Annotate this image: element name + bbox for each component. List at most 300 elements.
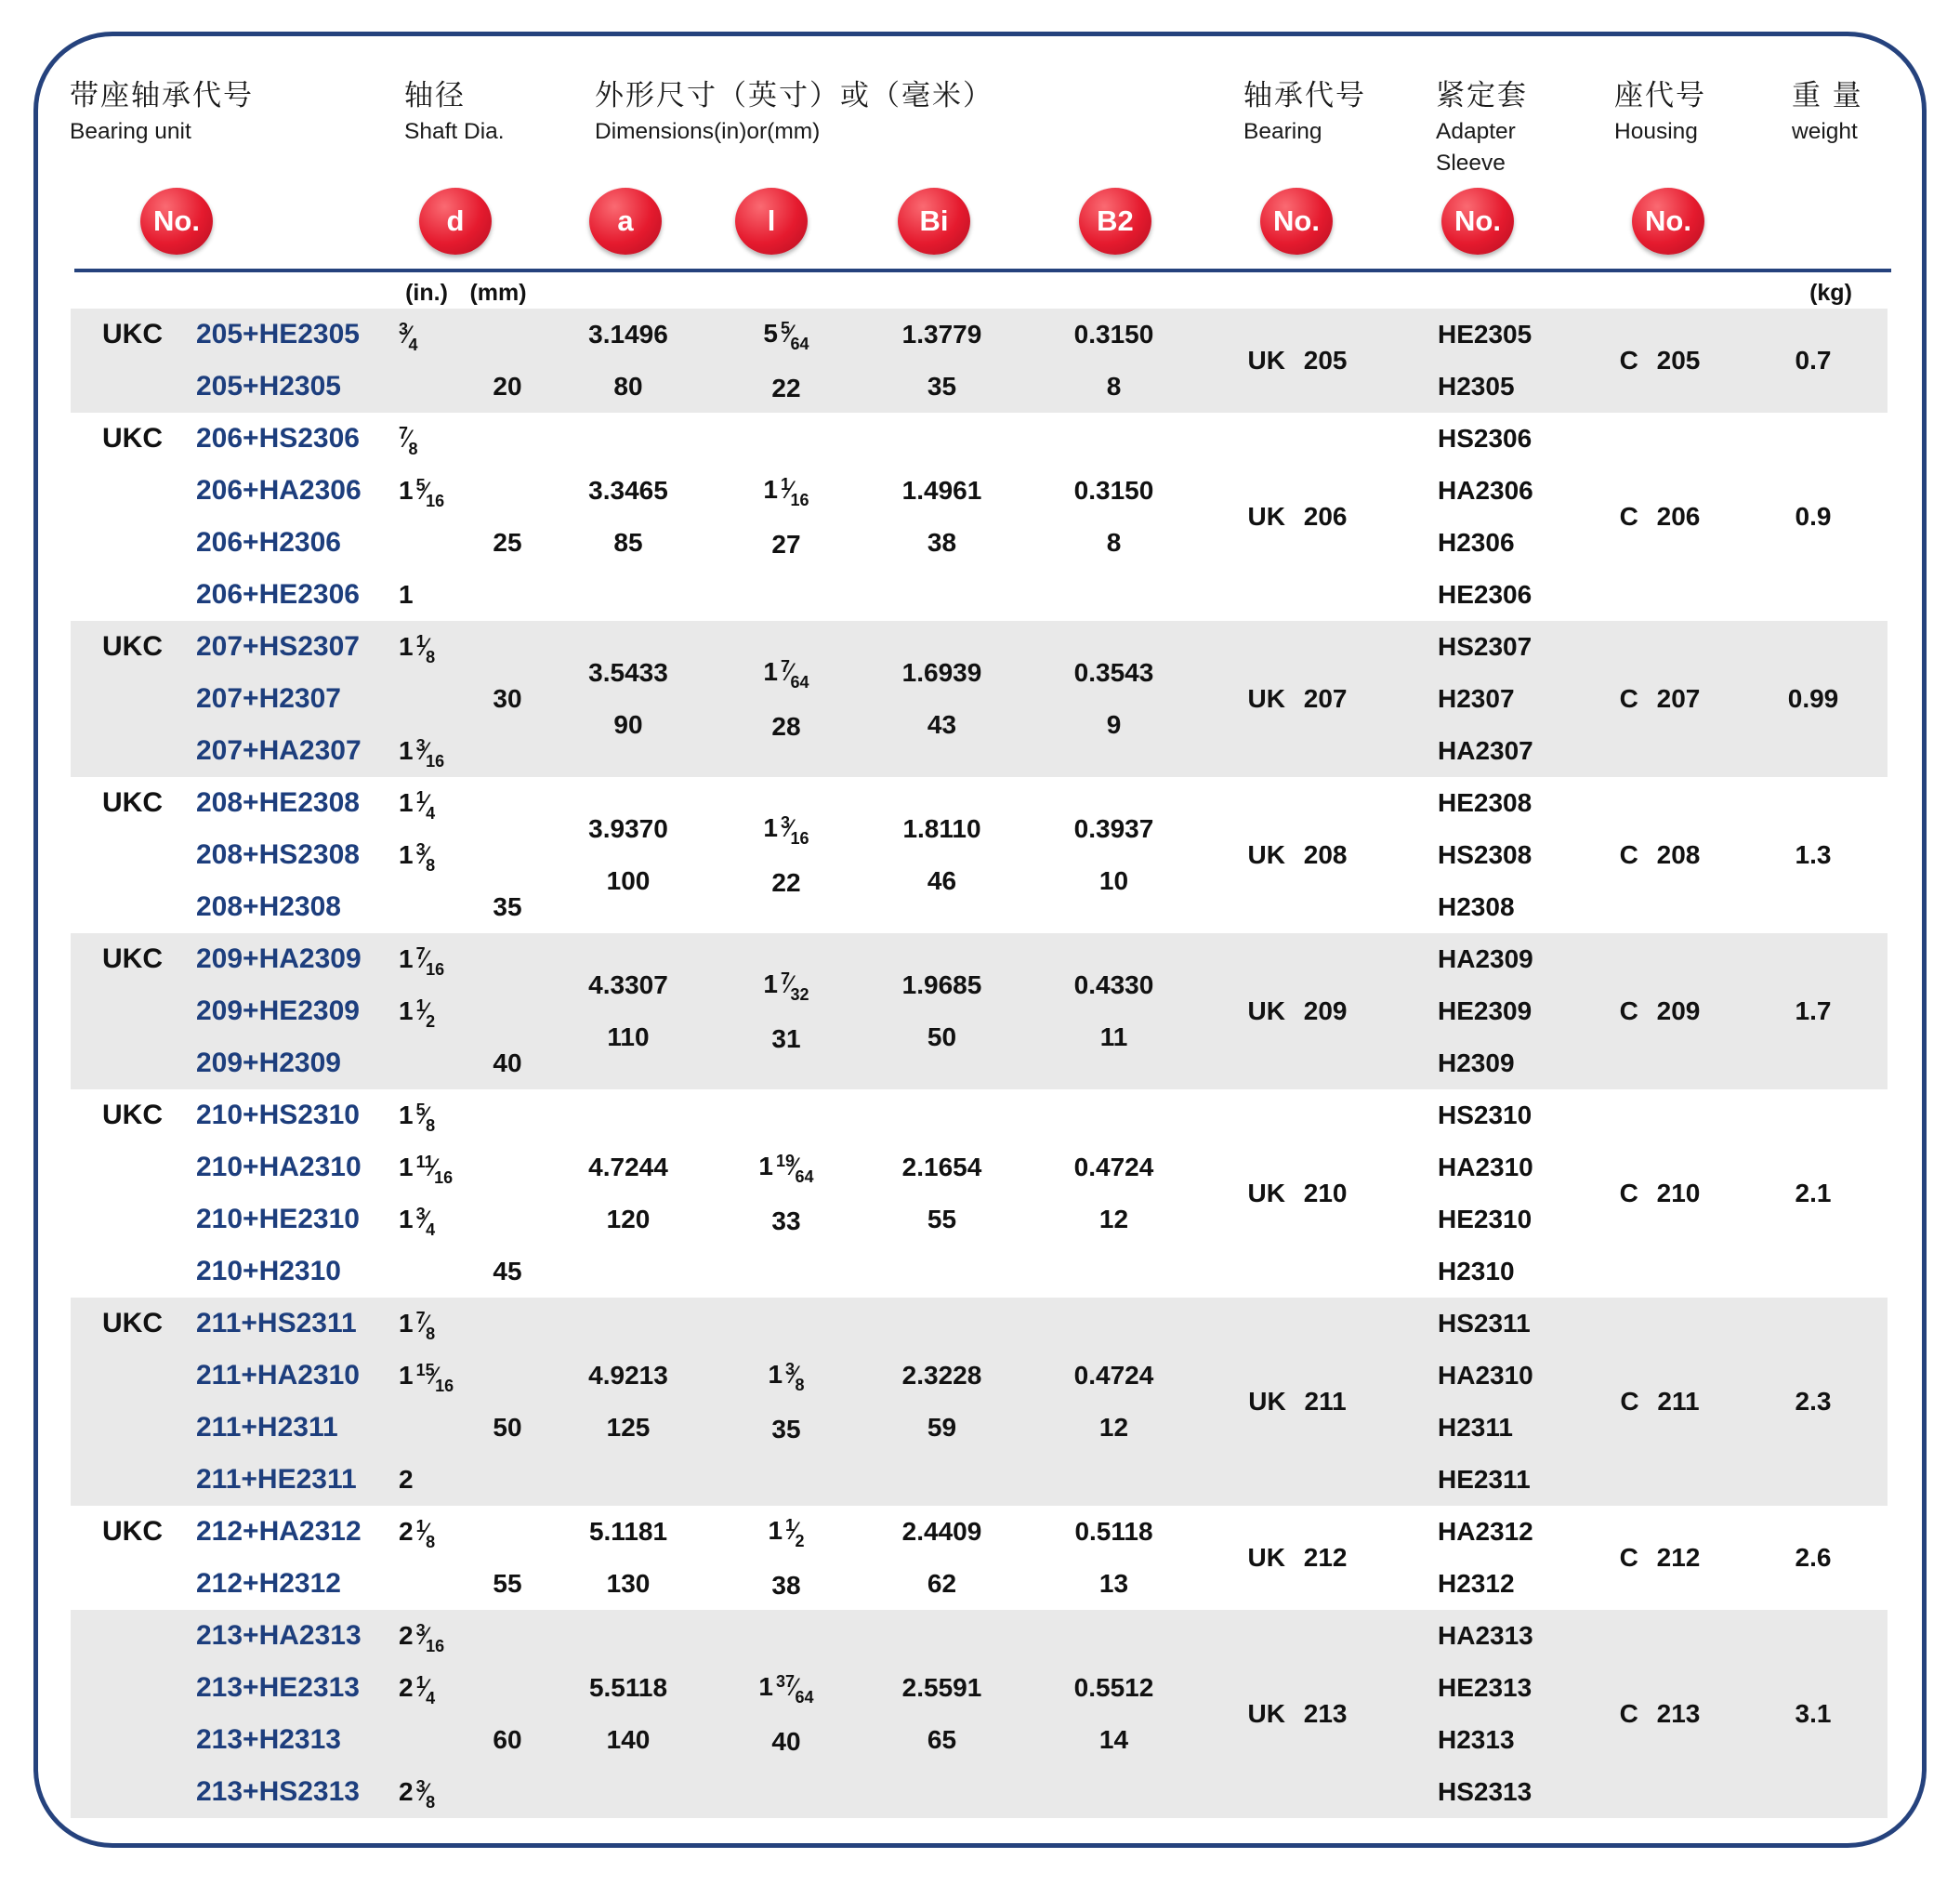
dim-l-mm: 35 <box>771 1414 801 1443</box>
dim-b2-in: 0.3937 <box>1073 814 1154 843</box>
adapter-sleeve-no: H2311 <box>1438 1413 1513 1442</box>
shaft-dia-in: 1 $^5⁄_8$ <box>399 1101 436 1135</box>
bearing-no: UK 213 <box>1247 1699 1348 1728</box>
shaft-dia-mm <box>475 569 540 621</box>
shaft-dia-mm <box>475 1089 540 1141</box>
weight-value: 3.1 <box>1795 1699 1832 1728</box>
bearing-no: UK 208 <box>1247 840 1348 869</box>
dim-bi-mm: 55 <box>927 1205 957 1233</box>
part-number: 205+HE2305 <box>196 319 360 349</box>
header-weight-zh: 重 量 <box>1792 79 1863 112</box>
dim-bi <box>856 309 1028 413</box>
dim-l <box>717 413 856 621</box>
header-dimensions-en: Dimensions(in)or(mm) <box>595 119 821 144</box>
header-housing-en: Housing <box>1614 119 1698 144</box>
series-prefix: UKC <box>102 1100 163 1130</box>
dim-b2-in: 0.5512 <box>1073 1673 1154 1702</box>
weight-value: 0.9 <box>1795 502 1832 531</box>
header-weight-en: weight <box>1792 119 1858 144</box>
part-number: 207+H2307 <box>196 683 341 714</box>
bearing-no: UK 211 <box>1248 1387 1347 1416</box>
adapter-sleeve-no: HA2310 <box>1438 1153 1533 1181</box>
bearing-group <box>71 777 1888 933</box>
part-number: 211+HA2310 <box>196 1360 360 1391</box>
adapter-sleeve-no: H2309 <box>1438 1048 1515 1077</box>
part-number: 208+HE2308 <box>196 787 360 818</box>
dim-bi-mm: 43 <box>927 710 957 739</box>
part-number: 212+H2312 <box>196 1568 341 1599</box>
dim-b2-in: 0.3543 <box>1073 658 1154 687</box>
housing-no: C 208 <box>1619 840 1701 869</box>
dim-l-mm: 22 <box>771 867 801 897</box>
dim-bi-mm: 46 <box>927 866 957 895</box>
shaft-dia-in: 1 $^7⁄_8$ <box>399 1309 436 1343</box>
housing-no: C 207 <box>1619 684 1701 713</box>
spec-table <box>71 309 1888 1818</box>
part-number: 210+H2310 <box>196 1256 341 1286</box>
dim-a-in: 3.9370 <box>588 814 668 843</box>
dim-b2 <box>1028 413 1200 621</box>
shaft-dia-mm: 60 <box>493 1725 522 1754</box>
part-number: 207+HA2307 <box>196 735 362 766</box>
header-bearing-unit <box>70 77 254 146</box>
series-prefix: UKC <box>102 319 163 349</box>
dim-l <box>717 1610 856 1818</box>
dim-a <box>540 309 717 413</box>
adapter-sleeve-no: HS2308 <box>1438 840 1532 869</box>
header-adapter-sleeve-zh: 紧定套 <box>1436 79 1528 112</box>
adapter-sleeve-no: HA2310 <box>1438 1361 1533 1390</box>
dim-bi-mm: 35 <box>927 372 957 401</box>
dim-a-mm: 80 <box>613 372 643 401</box>
shaft-dia-in: 1 <box>399 580 414 609</box>
bearing-no: UK 212 <box>1247 1543 1348 1572</box>
dim-b2-in: 0.3150 <box>1073 320 1154 349</box>
shaft-dia-in: 2 $^3⁄_{16}$ <box>399 1621 445 1655</box>
header-bearing-unit-zh: 带座轴承代号 <box>70 79 254 112</box>
dim-b2-mm: 8 <box>1106 528 1122 557</box>
shaft-dia-in: 1 $^1⁄_4$ <box>399 788 436 823</box>
dim-bi-mm: 59 <box>927 1413 957 1442</box>
badge-adapter-no: No. <box>1441 188 1514 255</box>
shaft-dia-mm: 50 <box>493 1413 522 1442</box>
shaft-dia-mm <box>475 621 540 673</box>
dim-l <box>717 777 856 933</box>
dim-l-mm: 31 <box>771 1023 801 1053</box>
dim-a-in: 3.1496 <box>588 320 668 349</box>
shaft-dia-mm <box>475 1662 540 1714</box>
dim-a <box>540 1298 717 1506</box>
series-prefix: UKC <box>102 423 163 454</box>
dim-bi <box>856 1506 1028 1610</box>
catalog-card <box>33 32 1927 1848</box>
dim-a-mm: 140 <box>606 1725 651 1754</box>
badge-d: d <box>419 188 492 255</box>
dim-b2 <box>1028 309 1200 413</box>
part-number: 205+H2305 <box>196 371 341 402</box>
shaft-dia-mm <box>475 1610 540 1662</box>
bearing-group <box>71 1506 1888 1610</box>
dim-l-in: 1 $^{37}⁄_{64}$ <box>758 1671 814 1707</box>
dim-bi <box>856 1089 1028 1298</box>
dim-a-mm: 130 <box>606 1569 651 1598</box>
shaft-dia-mm <box>475 413 540 465</box>
bearing-no: UK 206 <box>1247 502 1348 531</box>
adapter-sleeve-no: HA2306 <box>1438 476 1533 505</box>
dim-bi-mm: 38 <box>927 528 957 557</box>
dim-bi <box>856 1610 1028 1818</box>
part-number: 208+H2308 <box>196 891 341 922</box>
dim-b2-mm: 14 <box>1098 1725 1129 1754</box>
dim-a <box>540 1610 717 1818</box>
badge-l: l <box>735 188 808 255</box>
shaft-dia-in: $^7⁄_8$ <box>399 424 418 458</box>
shaft-dia-in <box>391 1246 475 1298</box>
dim-l-in: 1 $^{19}⁄_{64}$ <box>758 1151 814 1186</box>
weight-value: 0.7 <box>1795 346 1832 375</box>
dim-l <box>717 621 856 777</box>
shaft-dia-in <box>391 1402 475 1454</box>
dim-b2-in: 0.3150 <box>1073 476 1154 505</box>
header-divider <box>74 269 1891 272</box>
dim-l <box>717 309 856 413</box>
part-number: 206+H2306 <box>196 527 341 558</box>
dim-bi-in: 2.5591 <box>901 1673 982 1702</box>
header-shaft-dia <box>404 77 505 146</box>
part-number: 213+HE2313 <box>196 1672 360 1703</box>
dim-l <box>717 933 856 1089</box>
dim-a-in: 5.1181 <box>588 1517 668 1546</box>
dim-a <box>540 777 717 933</box>
part-number: 210+HS2310 <box>196 1100 360 1130</box>
dim-bi-in: 2.3228 <box>901 1361 982 1390</box>
part-number: 206+HE2306 <box>196 579 360 610</box>
series-prefix: UKC <box>102 1516 163 1547</box>
dim-bi-in: 2.4409 <box>901 1517 982 1546</box>
shaft-dia-mm <box>475 465 540 517</box>
bearing-group <box>71 1089 1888 1298</box>
bearing-no: UK 209 <box>1247 996 1348 1025</box>
bearing-no: UK 205 <box>1247 346 1348 375</box>
series-prefix <box>71 1610 187 1662</box>
part-number: 206+HA2306 <box>196 475 362 506</box>
shaft-dia-mm <box>475 1766 540 1818</box>
shaft-dia-mm: 20 <box>493 372 522 401</box>
dim-bi-in: 1.4961 <box>901 476 982 505</box>
dim-b2-mm: 8 <box>1106 372 1122 401</box>
dim-bi-mm: 62 <box>927 1569 957 1598</box>
shaft-dia-in: 1 $^5⁄_{16}$ <box>399 476 445 510</box>
housing-no: C 206 <box>1619 502 1701 531</box>
part-number: 207+HS2307 <box>196 631 360 662</box>
shaft-dia-mm: 55 <box>493 1569 522 1598</box>
adapter-sleeve-no: HA2309 <box>1438 944 1533 973</box>
dim-b2-in: 0.4724 <box>1073 1153 1154 1181</box>
dim-a-mm: 90 <box>613 710 643 739</box>
series-prefix: UKC <box>102 943 163 974</box>
header-adapter-sleeve-en2: Sleeve <box>1436 151 1506 176</box>
dim-a-in: 4.7244 <box>588 1153 668 1181</box>
header-dimensions <box>595 77 993 146</box>
adapter-sleeve-no: HS2310 <box>1438 1101 1532 1129</box>
dim-bi <box>856 413 1028 621</box>
dim-a-in: 3.5433 <box>588 658 668 687</box>
dim-a <box>540 1089 717 1298</box>
dim-b2-in: 0.4724 <box>1073 1361 1154 1390</box>
dim-l-in: 1 $^1⁄_{16}$ <box>763 474 809 509</box>
weight-value: 2.1 <box>1795 1179 1832 1207</box>
adapter-sleeve-no: HA2313 <box>1438 1621 1533 1650</box>
dim-bi <box>856 621 1028 777</box>
dim-bi-in: 1.6939 <box>901 658 982 687</box>
dim-a-mm: 100 <box>606 866 651 895</box>
housing-no: C 210 <box>1619 1179 1701 1207</box>
shaft-dia-in: 1 $^3⁄_8$ <box>399 840 436 875</box>
shaft-dia-mm <box>475 1298 540 1350</box>
adapter-sleeve-no: HE2305 <box>1438 320 1532 349</box>
series-prefix: UKC <box>102 631 163 662</box>
weight-value: 1.3 <box>1795 840 1832 869</box>
dim-b2-mm: 9 <box>1106 710 1122 739</box>
bearing-group <box>71 1610 1888 1818</box>
shaft-dia-in: 1 $^1⁄_8$ <box>399 632 436 666</box>
shaft-dia-in: 1 $^{15}⁄_{16}$ <box>399 1361 454 1395</box>
shaft-dia-mm <box>475 1193 540 1246</box>
header-bearing-en: Bearing <box>1243 119 1322 144</box>
part-number: 209+HA2309 <box>196 943 362 974</box>
shaft-dia-in: $^3⁄_4$ <box>399 320 418 354</box>
bearing-group <box>71 621 1888 777</box>
shaft-dia-mm: 30 <box>493 684 522 713</box>
dim-l-in: 1 $^7⁄_{64}$ <box>763 656 809 692</box>
shaft-dia-in: 1 $^{11}⁄_{16}$ <box>399 1153 454 1187</box>
dim-bi-in: 1.9685 <box>901 970 982 999</box>
housing-no: C 211 <box>1620 1387 1700 1416</box>
dim-l-in: 1 $^3⁄_{16}$ <box>763 812 809 848</box>
dim-b2-mm: 10 <box>1098 866 1129 895</box>
shaft-dia-in <box>391 517 475 569</box>
dim-a <box>540 933 717 1089</box>
adapter-sleeve-no: H2310 <box>1438 1257 1515 1285</box>
housing-no: C 209 <box>1619 996 1701 1025</box>
shaft-dia-mm <box>475 1350 540 1402</box>
part-number: 211+HE2311 <box>196 1464 357 1495</box>
bearing-group <box>71 1298 1888 1506</box>
header-adapter-sleeve-en1: Adapter <box>1436 119 1516 144</box>
housing-no: C 212 <box>1619 1543 1701 1572</box>
dim-l <box>717 1506 856 1610</box>
unit-label-kg: (kg) <box>1809 280 1852 306</box>
adapter-sleeve-no: HA2307 <box>1438 736 1533 765</box>
shaft-dia-mm <box>475 777 540 829</box>
dim-b2-mm: 12 <box>1098 1205 1129 1233</box>
shaft-dia-in: 2 <box>399 1465 414 1494</box>
shaft-dia-in <box>391 1558 475 1610</box>
housing-no: C 205 <box>1619 346 1701 375</box>
shaft-dia-mm <box>475 1454 540 1506</box>
series-prefix: UKC <box>102 787 163 818</box>
adapter-sleeve-no: HE2308 <box>1438 788 1532 817</box>
bearing-no: UK 210 <box>1247 1179 1348 1207</box>
dim-a <box>540 413 717 621</box>
dim-l-mm: 22 <box>771 373 801 402</box>
dim-b2-mm: 13 <box>1098 1569 1129 1598</box>
shaft-dia-in: 2 $^1⁄_8$ <box>399 1517 436 1551</box>
shaft-dia-in <box>391 881 475 933</box>
shaft-dia-in: 1 $^1⁄_2$ <box>399 996 436 1031</box>
adapter-sleeve-no: HS2313 <box>1438 1777 1532 1806</box>
header-housing <box>1614 77 1706 146</box>
adapter-sleeve-no: HE2311 <box>1438 1465 1531 1494</box>
shaft-dia-mm <box>475 985 540 1037</box>
part-number: 210+HA2310 <box>196 1152 362 1182</box>
part-number: 213+HS2313 <box>196 1776 360 1807</box>
badge-b2: B2 <box>1079 188 1151 255</box>
part-number: 209+HE2309 <box>196 995 360 1026</box>
dim-bi-mm: 65 <box>927 1725 957 1754</box>
header-bearing-zh: 轴承代号 <box>1243 79 1366 112</box>
part-number: 213+HA2313 <box>196 1620 362 1651</box>
dim-bi <box>856 1298 1028 1506</box>
dim-bi <box>856 933 1028 1089</box>
adapter-sleeve-no: H2312 <box>1438 1569 1515 1598</box>
header-bearing <box>1243 77 1366 146</box>
unit-label-in: (in.) <box>405 280 448 306</box>
badge-bearing-unit-no: No. <box>140 188 213 255</box>
dim-a-in: 4.3307 <box>588 970 668 999</box>
dim-b2-mm: 11 <box>1099 1022 1128 1051</box>
bearing-group <box>71 933 1888 1089</box>
badge-housing-no: No. <box>1632 188 1704 255</box>
shaft-dia-mm <box>475 829 540 881</box>
dim-b2 <box>1028 1506 1200 1610</box>
dim-b2-in: 0.4330 <box>1073 970 1154 999</box>
dim-bi <box>856 777 1028 933</box>
unit-label-mm: (mm) <box>469 280 527 306</box>
header-shaft-dia-en: Shaft Dia. <box>404 119 505 144</box>
bearing-group <box>71 309 1888 413</box>
header-bearing-unit-en: Bearing unit <box>70 119 191 144</box>
shaft-dia-in: 2 $^3⁄_8$ <box>399 1777 436 1812</box>
adapter-sleeve-no: HS2306 <box>1438 424 1532 453</box>
part-number: 206+HS2306 <box>196 423 360 454</box>
adapter-sleeve-no: HE2310 <box>1438 1205 1532 1233</box>
dim-bi-in: 1.3779 <box>901 320 982 349</box>
dim-l <box>717 1089 856 1298</box>
badge-a: a <box>589 188 662 255</box>
dim-a-in: 3.3465 <box>588 476 668 505</box>
adapter-sleeve-no: HS2311 <box>1438 1309 1531 1338</box>
dim-l-mm: 38 <box>771 1570 801 1600</box>
part-number: 211+H2311 <box>196 1412 338 1443</box>
dim-a-mm: 120 <box>606 1205 651 1233</box>
dim-l-mm: 28 <box>771 711 801 741</box>
series-prefix: UKC <box>102 1308 163 1338</box>
shaft-dia-in: 1 $^3⁄_4$ <box>399 1205 436 1239</box>
dim-a-in: 4.9213 <box>588 1361 668 1390</box>
dim-bi-in: 2.1654 <box>901 1153 982 1181</box>
dim-l-mm: 40 <box>771 1726 801 1756</box>
header-dimensions-zh: 外形尺寸（英寸）或（毫米） <box>595 79 993 112</box>
shaft-dia-mm <box>475 725 540 777</box>
housing-no: C 213 <box>1619 1699 1701 1728</box>
adapter-sleeve-no: H2308 <box>1438 892 1515 921</box>
dim-a <box>540 1506 717 1610</box>
dim-a <box>540 621 717 777</box>
dim-l-mm: 33 <box>771 1206 801 1235</box>
shaft-dia-in <box>391 673 475 725</box>
dim-a-in: 5.5118 <box>588 1673 668 1702</box>
header-housing-zh: 座代号 <box>1614 79 1706 112</box>
dim-b2 <box>1028 933 1200 1089</box>
dim-b2 <box>1028 621 1200 777</box>
part-number: 213+H2313 <box>196 1724 341 1755</box>
dim-a-mm: 125 <box>606 1413 651 1442</box>
shaft-dia-in <box>391 1714 475 1766</box>
weight-value: 2.3 <box>1795 1387 1832 1416</box>
adapter-sleeve-no: H2305 <box>1438 372 1515 401</box>
shaft-dia-mm: 40 <box>493 1048 522 1077</box>
adapter-sleeve-no: H2313 <box>1438 1725 1515 1754</box>
adapter-sleeve-no: HE2313 <box>1438 1673 1532 1702</box>
dim-l-in: 1 $^7⁄_{32}$ <box>763 969 809 1004</box>
shaft-dia-in <box>391 361 475 413</box>
dim-b2 <box>1028 777 1200 933</box>
part-number: 211+HS2311 <box>196 1308 357 1338</box>
dim-b2 <box>1028 1298 1200 1506</box>
shaft-dia-mm: 45 <box>493 1257 522 1285</box>
dim-bi-in: 1.8110 <box>902 814 981 843</box>
dim-l-in: 5 $^5⁄_{64}$ <box>763 318 809 353</box>
bearing-group <box>71 413 1888 621</box>
part-number: 212+HA2312 <box>196 1516 362 1547</box>
shaft-dia-in <box>391 1037 475 1089</box>
dim-l-in: 1 $^1⁄_2$ <box>768 1515 805 1550</box>
dim-bi-mm: 50 <box>927 1022 957 1051</box>
header-adapter-sleeve <box>1436 77 1528 178</box>
shaft-dia-in: 1 $^7⁄_{16}$ <box>399 944 445 979</box>
dim-a-mm: 110 <box>607 1022 650 1051</box>
dim-b2-in: 0.5118 <box>1074 1517 1153 1546</box>
bearing-no: UK 207 <box>1247 684 1348 713</box>
dim-l-in: 1 $^3⁄_8$ <box>768 1359 805 1394</box>
weight-value: 1.7 <box>1795 996 1832 1025</box>
shaft-dia-mm <box>475 933 540 985</box>
badge-bearing-no: No. <box>1260 188 1333 255</box>
adapter-sleeve-no: HA2312 <box>1438 1517 1533 1546</box>
adapter-sleeve-no: HS2307 <box>1438 632 1532 661</box>
part-number: 208+HS2308 <box>196 839 360 870</box>
shaft-dia-mm <box>475 309 540 361</box>
shaft-dia-mm <box>475 1141 540 1193</box>
header-shaft-dia-zh: 轴径 <box>404 79 466 112</box>
dim-a-mm: 85 <box>613 528 643 557</box>
weight-value: 0.99 <box>1787 684 1839 713</box>
adapter-sleeve-no: HE2309 <box>1438 996 1532 1025</box>
weight-value: 2.6 <box>1795 1543 1832 1572</box>
adapter-sleeve-no: HE2306 <box>1438 580 1532 609</box>
dim-l <box>717 1298 856 1506</box>
shaft-dia-in: 2 $^1⁄_4$ <box>399 1673 436 1707</box>
dim-b2-mm: 12 <box>1098 1413 1129 1442</box>
dim-l-mm: 27 <box>771 529 801 559</box>
part-number: 209+H2309 <box>196 1048 341 1078</box>
part-number: 210+HE2310 <box>196 1204 360 1234</box>
adapter-sleeve-no: H2306 <box>1438 528 1515 557</box>
shaft-dia-mm: 25 <box>493 528 522 557</box>
shaft-dia-mm <box>475 1506 540 1558</box>
shaft-dia-mm: 35 <box>493 892 522 921</box>
